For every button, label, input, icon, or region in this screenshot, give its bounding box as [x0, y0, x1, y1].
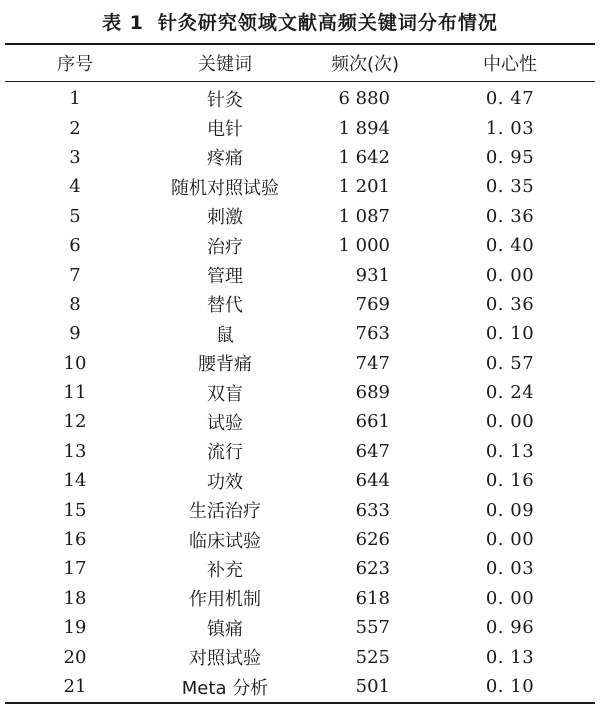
cell-frequency: 661: [355, 411, 390, 433]
cell-index: 5: [69, 205, 81, 227]
cell-index: 8: [69, 293, 81, 315]
cell-keyword: 临床试验: [189, 530, 261, 552]
table-number: 表 1: [102, 12, 144, 34]
table-row: [5, 260, 595, 289]
table-row: [5, 437, 595, 466]
table-row: [5, 113, 595, 142]
cell-centrality: 0. 35: [485, 176, 535, 198]
cell-centrality: 0. 40: [485, 235, 535, 257]
cell-keyword: 镇痛: [207, 618, 243, 640]
table-row: [5, 554, 595, 583]
cell-keyword: 作用机制: [189, 589, 261, 611]
cell-index: 14: [63, 470, 87, 492]
cell-keyword: 管理: [207, 266, 243, 288]
table-row: [5, 525, 595, 554]
cell-centrality: 0. 10: [485, 323, 535, 345]
cell-centrality: 0. 36: [485, 205, 535, 227]
header-centrality: 中心性: [483, 54, 537, 75]
table-header-row: [5, 47, 595, 79]
cell-centrality: 0. 00: [485, 411, 535, 433]
cell-frequency: 1 894: [338, 117, 390, 139]
table-bottom-rule: [5, 702, 595, 704]
cell-frequency: 626: [355, 529, 390, 551]
cell-frequency: 644: [355, 470, 390, 492]
cell-frequency: 618: [355, 587, 390, 609]
cell-frequency: 501: [355, 676, 390, 697]
cell-index: 4: [69, 176, 81, 198]
cell-frequency: 6 880: [338, 88, 390, 110]
table-row: [5, 642, 595, 671]
cell-keyword: 随机对照试验: [171, 177, 279, 199]
header-index: 序号: [57, 54, 93, 75]
cell-centrality: 0. 00: [485, 264, 535, 286]
cell-frequency: 633: [355, 499, 390, 521]
cell-keyword: 电针: [207, 119, 243, 141]
table-header-rule: [5, 81, 595, 82]
cell-centrality: 0. 03: [485, 558, 535, 580]
table-row: [5, 672, 595, 701]
cell-index: 15: [63, 499, 87, 521]
cell-keyword: 补充: [207, 559, 243, 581]
cell-centrality: 0. 24: [485, 382, 535, 404]
cell-index: 7: [69, 264, 81, 286]
cell-keyword: 疼痛: [207, 148, 243, 170]
cell-frequency: 525: [355, 646, 390, 668]
cell-keyword: 刺激: [207, 207, 243, 229]
table-top-rule: [5, 43, 595, 45]
cell-centrality: 0. 00: [485, 529, 535, 551]
cell-index: 19: [63, 617, 87, 639]
cell-centrality: 0. 57: [485, 352, 535, 374]
cell-keyword: 生活治疗: [189, 501, 261, 523]
table-caption: [0, 8, 600, 38]
cell-index: 18: [63, 587, 87, 609]
cell-frequency: 763: [355, 323, 390, 345]
cell-index: 3: [69, 146, 81, 168]
header-frequency: 频次(次): [330, 54, 400, 75]
cell-frequency: 769: [355, 293, 390, 315]
cell-centrality: 0. 47: [485, 88, 535, 110]
table-row: [5, 378, 595, 407]
cell-index: 12: [63, 411, 87, 433]
cell-frequency: 647: [355, 440, 390, 462]
table-row: [5, 584, 595, 613]
table-row: [5, 172, 595, 201]
table-title: 针灸研究领域文献高频关键词分布情况: [157, 12, 498, 34]
table-row: [5, 84, 595, 113]
header-keyword: 关键词: [198, 54, 252, 75]
table-row: [5, 231, 595, 260]
cell-centrality: 0. 16: [485, 470, 535, 492]
cell-frequency: 1 000: [338, 235, 390, 257]
cell-keyword: Meta 分析: [181, 677, 269, 699]
table-body: [5, 84, 595, 701]
table-row: [5, 319, 595, 348]
cell-centrality: 0. 96: [485, 617, 535, 639]
table-row: [5, 143, 595, 172]
cell-frequency: 1 642: [338, 146, 390, 168]
cell-index: 11: [63, 382, 87, 404]
cell-keyword: 鼠: [216, 324, 234, 346]
table-row: [5, 202, 595, 231]
cell-frequency: 557: [355, 617, 390, 639]
cell-centrality: 0. 36: [485, 293, 535, 315]
table-row: [5, 407, 595, 436]
table-row: [5, 290, 595, 319]
cell-frequency: 1 087: [338, 205, 390, 227]
cell-index: 21: [63, 676, 87, 697]
cell-index: 1: [69, 88, 81, 110]
cell-keyword: 功效: [207, 471, 243, 493]
cell-centrality: 0. 10: [485, 676, 535, 697]
cell-centrality: 0. 09: [485, 499, 535, 521]
cell-keyword: 治疗: [207, 236, 243, 258]
cell-keyword: 流行: [207, 442, 243, 464]
cell-index: 17: [63, 558, 87, 580]
cell-frequency: 1 201: [338, 176, 390, 198]
table-row: [5, 495, 595, 524]
table-row: [5, 613, 595, 642]
cell-keyword: 对照试验: [189, 648, 261, 670]
cell-index: 9: [69, 323, 81, 345]
cell-index: 16: [63, 529, 87, 551]
table-row: [5, 466, 595, 495]
cell-index: 6: [69, 235, 81, 257]
cell-index: 20: [63, 646, 87, 668]
cell-frequency: 747: [355, 352, 390, 374]
cell-index: 13: [63, 440, 87, 462]
cell-keyword: 双盲: [207, 383, 243, 405]
cell-frequency: 623: [355, 558, 390, 580]
cell-centrality: 0. 13: [485, 646, 535, 668]
cell-frequency: 931: [355, 264, 390, 286]
cell-index: 10: [63, 352, 87, 374]
cell-keyword: 替代: [207, 295, 243, 317]
cell-keyword: 腰背痛: [198, 354, 252, 376]
cell-frequency: 689: [355, 382, 390, 404]
table-row: [5, 349, 595, 378]
cell-keyword: 针灸: [207, 89, 243, 111]
cell-centrality: 1. 03: [485, 117, 535, 139]
cell-centrality: 0. 95: [485, 146, 535, 168]
cell-index: 2: [69, 117, 81, 139]
cell-keyword: 试验: [207, 412, 243, 434]
cell-centrality: 0. 00: [485, 587, 535, 609]
cell-centrality: 0. 13: [485, 440, 535, 462]
